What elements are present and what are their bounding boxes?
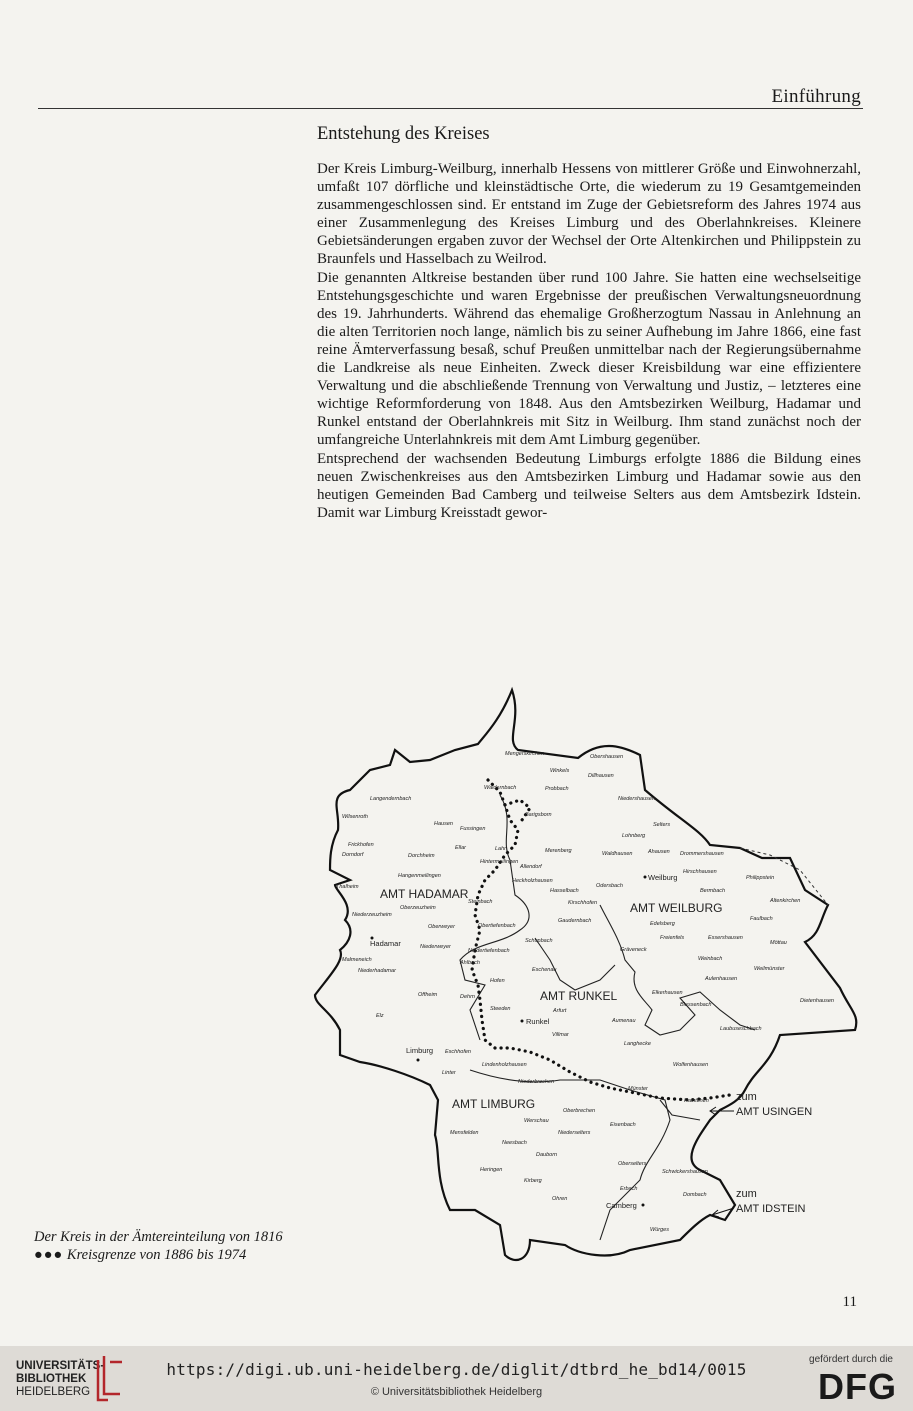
- place-label: Niederzeuzheim: [352, 912, 392, 918]
- paragraph: Der Kreis Limburg-Weilburg, innerhalb Hessens von mittlerer Größe und Einwohnerzahl, umfaßt 107 dörfliche und kleinstädtische Orte, die wiederum zu 19 Gesamtgemeinden zusammengeschlossen sind. Er entstand im Zuge der Gebietsreform des Jahres 1974 aus einer Zusammenlegung des Kreises Limburg und des Oberlahnkreises. Kleinere Gebietsänderungen ergaben zuvor der Wechsel der Orte Altenkirchen und Philippstein zu Braunfels und Hasselbach zu Weilrod.: [317, 161, 861, 268]
- district-label: AMT WEILBURG: [630, 901, 723, 915]
- place-label: Aumenau: [612, 1018, 636, 1024]
- map-caption: [34, 1228, 283, 1264]
- place-label: Lahr: [495, 846, 507, 852]
- place-label: Selters: [653, 822, 671, 828]
- place-label: Ohren: [552, 1196, 568, 1202]
- place-label: Elkerhausen: [652, 990, 683, 996]
- map-kreis-boundary-1886: [472, 780, 730, 1100]
- town-marker: [521, 1020, 524, 1023]
- place-label: Oberselters: [618, 1161, 647, 1167]
- place-label: Eschhofen: [445, 1049, 471, 1055]
- place-label: Hausen: [434, 821, 453, 827]
- section-title: Entstehung des Kreises: [317, 124, 490, 144]
- dfg-logo: DFG: [818, 1366, 897, 1407]
- library-line3: HEIDELBERG: [16, 1386, 91, 1398]
- place-label: Malmeneich: [342, 957, 372, 963]
- place-label: Freienfels: [660, 935, 685, 941]
- place-label: Laubuseschbach: [720, 1026, 762, 1032]
- place-label: Gräveneck: [620, 947, 647, 953]
- page-number: 11: [842, 1294, 857, 1310]
- place-label: Heckholzhausen: [512, 878, 553, 884]
- town-label: Limburg: [406, 1046, 434, 1055]
- place-label: Fussingen: [460, 826, 486, 832]
- place-label: Mensfelden: [450, 1130, 479, 1136]
- map-district-boundary: [600, 905, 755, 1035]
- place-label: Winkels: [550, 768, 570, 774]
- place-label: Ellar: [455, 845, 467, 851]
- place-label: Eschenau: [532, 967, 557, 973]
- district-label: AMT LIMBURG: [452, 1097, 536, 1111]
- place-label: Mengerskirchen: [505, 751, 545, 757]
- place-label: Obertiefenbach: [478, 923, 516, 929]
- map-district-boundary: [470, 1070, 670, 1240]
- place-label: Werschau: [524, 1118, 549, 1124]
- place-label: Probbach: [545, 786, 569, 792]
- place-label: Obershausen: [590, 754, 624, 760]
- place-label: Dorndorf: [342, 852, 364, 858]
- district-map: [300, 680, 860, 1270]
- place-label: Odersbach: [596, 883, 623, 889]
- place-label: Niederselters: [558, 1130, 591, 1136]
- place-label: Hofen: [490, 978, 505, 984]
- place-label: Elz: [376, 1013, 384, 1019]
- footer-bar: [0, 1346, 913, 1411]
- place-label: Niederweyer: [420, 944, 451, 950]
- place-label: Würges: [650, 1227, 669, 1233]
- place-label: Oberweyer: [428, 924, 455, 930]
- place-label: Münster: [628, 1086, 648, 1092]
- paragraph: Entsprechend der wachsenden Bedeutung Limburgs erfolgte 1886 die Bildung eines neuen Zwischenkreises aus den Amtsbezirken Limburg und Hadamar sowie aus den heutigen Gemeinden Bad Camberg und teilweise Selters aus dem Amtsbezirk Idstein. Damit war Limburg Kreisstadt gewor-: [317, 450, 861, 521]
- place-label: Hirschhausen: [683, 869, 717, 875]
- town-marker: [417, 1059, 420, 1062]
- place-label: Faulbach: [750, 916, 773, 922]
- place-label: Haintchen: [684, 1098, 709, 1104]
- place-label: Niedershausen: [618, 796, 655, 802]
- place-label: Barigsborn: [525, 812, 552, 818]
- place-label: Oberzeuzheim: [400, 905, 436, 911]
- place-label: Waldernbach: [484, 785, 517, 791]
- place-label: Blessenbach: [680, 1002, 712, 1008]
- place-label: Möttau: [770, 940, 787, 946]
- place-label: Altenkirchen: [770, 898, 801, 904]
- town-label: Hadamar: [370, 939, 401, 948]
- caption-line2-wrap: [34, 1246, 283, 1264]
- place-label: Erbach: [620, 1186, 638, 1192]
- place-label: Dauborn: [536, 1152, 558, 1158]
- place-label: Allendorf: [520, 864, 542, 870]
- place-label: Dehrn: [460, 994, 475, 1000]
- place-label: Hasselbach: [550, 888, 579, 894]
- place-label: Schupbach: [525, 938, 553, 944]
- library-line1: UNIVERSITÄTS-: [16, 1360, 105, 1372]
- funding-note: gefördert durch die: [809, 1354, 893, 1365]
- place-label: Hintermeilingen: [480, 859, 519, 865]
- place-label: Dorchheim: [408, 853, 435, 859]
- place-label: Eisenbach: [610, 1122, 636, 1128]
- place-label: Steeden: [490, 1006, 511, 1012]
- place-label: Langhecke: [624, 1041, 651, 1047]
- place-label: Weinbach: [698, 956, 723, 962]
- place-label: Bermbach: [700, 888, 726, 894]
- place-label: Villmar: [552, 1032, 569, 1038]
- place-label: Gaudernbach: [558, 918, 592, 924]
- map-outer-boundary: [315, 690, 856, 1260]
- district-label: AMT RUNKEL: [540, 989, 618, 1003]
- place-label: Ahlbach: [460, 960, 480, 966]
- place-label: Niedertiefenbach: [468, 948, 510, 954]
- town-label: Camberg: [606, 1201, 637, 1210]
- town-marker: [642, 1204, 645, 1207]
- town-label: Runkel: [526, 1017, 550, 1026]
- town-label: Weilburg: [648, 873, 678, 882]
- place-label: Philippstein: [746, 875, 775, 881]
- place-label: Offheim: [418, 992, 438, 998]
- place-label: Arfurt: [553, 1008, 567, 1014]
- place-label: Thalheim: [336, 884, 359, 890]
- place-label: Neesbach: [502, 1140, 527, 1146]
- place-label: Edelsberg: [650, 921, 675, 927]
- place-label: Dietenhausen: [800, 998, 834, 1004]
- district-label: AMT HADAMAR: [380, 887, 469, 901]
- map-district-boundary: [535, 938, 615, 990]
- place-label: Aulenhausen: [705, 976, 738, 982]
- header-title: Einführung: [771, 86, 861, 107]
- place-label: Wilsenroth: [342, 814, 368, 820]
- idstein-label-line1: zum: [736, 1188, 757, 1200]
- caption-line2: Kreisgrenze von 1886 bis 1974: [66, 1247, 247, 1263]
- place-label: Kirberg: [524, 1178, 542, 1184]
- body-text: [317, 160, 861, 522]
- place-label: Ahausen: [648, 849, 670, 855]
- place-label: Essershausen: [708, 935, 743, 941]
- place-label: Dombach: [683, 1192, 707, 1198]
- place-label: Merenberg: [545, 848, 572, 854]
- place-label: Drommershausen: [680, 851, 724, 857]
- place-label: Weilmünster: [754, 966, 785, 972]
- place-label: Waldhausen: [602, 851, 633, 857]
- town-marker: [371, 937, 374, 940]
- header-rule: [38, 108, 863, 109]
- place-label: Lindenholzhausen: [482, 1062, 527, 1068]
- place-label: Wolfenhausen: [673, 1062, 709, 1068]
- legend-dots-icon: ●●●: [34, 1247, 64, 1263]
- place-label: Niederhadamar: [358, 968, 396, 974]
- place-label: Langendernbach: [370, 796, 412, 802]
- place-label: Frickhofen: [348, 842, 374, 848]
- copyright: © Universitätsbibliothek Heidelberg: [370, 1386, 543, 1398]
- paragraph: Die genannten Altkreise bestanden über rund 100 Jahre. Sie hatten eine wechselseitige Entstehungsgeschichte und waren Ergebnisse der preußischen Verwaltungsneuordnung des 19. Jahrhunderts. Während das ehemalige Großherzogtum Nassau in Anlehnung an die alten Territorien noch lange, nämlich bis zu seiner Aufhebung im Jahre 1866, eine fast reine Ämterverfassung besaß, schuf Preußen unmittelbar nach der Regierungsübernahme die Landkreise als neue Einheiten. Zweck dieser Kreisbildung war eine effizientere Verwaltung und die abschließende Trennung von Verwaltung und Justiz, – letzteres eine wichtige Reformforderung von 1848. Aus den Amtsbezirken Weilburg, Hadamar und Runkel entstand der Oberlahnkreis mit Sitz in Weilburg. Ihm stand zunächst noch der umfangreiche Unterlahnkreis mit dem Amt Limburg gegenüber.: [317, 269, 861, 449]
- library-line2: BIBLIOTHEK: [16, 1373, 87, 1385]
- town-marker: [644, 876, 647, 879]
- place-label: Oberbrechen: [563, 1108, 596, 1114]
- usingen-label-line1: zum: [736, 1091, 757, 1103]
- place-label: Linter: [442, 1070, 456, 1076]
- place-label: Steinbach: [468, 899, 493, 905]
- idstein-label-line2: AMT IDSTEIN: [736, 1203, 806, 1215]
- place-label: Lohnberg: [622, 833, 646, 839]
- usingen-label-line2: AMT USINGEN: [736, 1106, 813, 1118]
- place-label: Dillhausen: [588, 773, 614, 779]
- place-label: Niederbrechen: [518, 1079, 555, 1085]
- place-label: Heringen: [480, 1167, 503, 1173]
- page-url-link[interactable]: https://digi.ub.uni-heidelberg.de/diglit/dtbrd_he_bd14/0015: [166, 1360, 747, 1379]
- place-label: Kirschhofen: [568, 900, 598, 906]
- place-label: Schwickershausen: [662, 1169, 708, 1175]
- caption-line1: Der Kreis in der Ämtereinteilung von 1816: [34, 1229, 283, 1245]
- place-label: Hangenmeilingen: [398, 873, 441, 879]
